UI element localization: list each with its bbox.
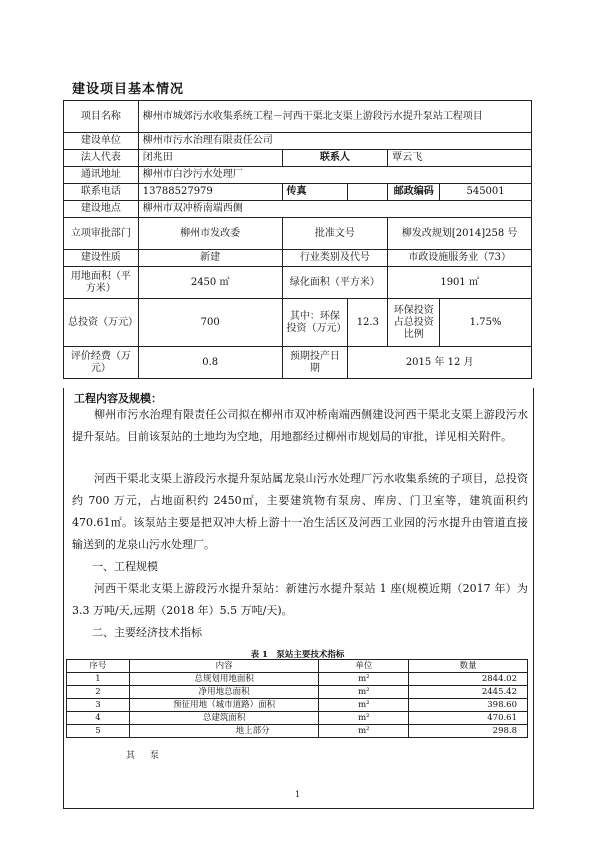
row-amount: 398.60 [409,699,528,712]
table-row [67,673,528,686]
env-invest-value: 12.3 [348,299,388,347]
address-value: 柳州市白沙污水处理厂 [138,167,531,184]
approve-dept-label: 立项审批部门 [64,218,139,250]
table-row [67,699,528,712]
row-content: 地上部分 [129,725,319,738]
scope-paragraph-3: 河西干渠北支渠上游段污水提升泵站：新建污水提升泵站 1 座(规模近期（2017 年）为 3.3 万吨/天,远期（2018 年）5.5 万吨/天)。 [72,582,528,617]
approve-dept-value: 柳州市发改委 [138,218,282,250]
green-value: 1901 ㎡ [388,267,532,299]
unit-value: 柳州市污水治理有限责任公司 [138,133,531,150]
row-content: 预征用地（城市道路）面积 [129,699,319,712]
eval-fee-label: 评价经费（万元） [64,347,139,379]
date-label: 预期投产日期 [282,347,348,379]
phone-value: 13788527979 [138,184,282,201]
row-unit: m² [319,686,409,699]
table-subgroup-label-a: 其 [126,751,136,761]
post-value: 545001 [440,184,532,201]
table-row [67,725,528,738]
post-label: 邮政编码 [388,184,440,201]
row-unit: m² [319,712,409,725]
env-ratio-value: 1.75% [440,299,532,347]
invest-label: 总投资（万元） [64,299,139,347]
phone-label: 联系电话 [64,184,139,201]
row-amount: 2844.02 [409,673,528,686]
industry-value: 市政设施服务业（73） [388,250,532,267]
row-content: 总规划用地面积 [129,673,319,686]
approve-no-label: 批准文号 [282,218,388,250]
row-index: 5 [67,725,130,738]
legal-value: 闭兆田 [138,150,282,167]
section-heading-scale: 一、工程规模 [92,560,158,573]
nature-value: 新建 [138,250,282,267]
site-label: 建设地点 [64,201,139,218]
col-header-amount: 数量 [409,660,528,673]
row-content: 总建筑面积 [129,712,319,725]
row-content: 净用地总面积 [129,686,319,699]
env-invest-label: 其中：环保投资（万元） [282,299,348,347]
industry-label: 行业类别及代号 [282,250,388,267]
date-value: 2015 年 12 月 [348,347,532,379]
eval-fee-value: 0.8 [138,347,282,379]
row-amount: 298.8 [409,725,528,738]
row-unit: m² [319,673,409,686]
area-label: 用地面积（平方米） [64,267,139,299]
basic-info-table [63,100,532,379]
row-index: 3 [67,699,130,712]
row-index: 2 [67,686,130,699]
fax-label: 传真 [282,184,348,201]
row-index: 1 [67,673,130,686]
legal-label: 法人代表 [64,150,139,167]
scope-title: 工程内容及规模： [74,392,162,405]
row-unit: m² [319,699,409,712]
col-header-content: 内容 [129,660,319,673]
scope-paragraph-1: 柳州市污水治理有限责任公司拟在柳州市双冲桥南端西侧建设河西干渠北支渠上游段污水提升泵站。目前该泵站的土地均为空地，用地都经过柳州市规划局的审批，详见相关附件。 [72,408,528,443]
page-title: 建设项目基本情况 [72,82,185,97]
nature-label: 建设性质 [64,250,139,267]
green-label: 绿化面积（平方米） [282,267,388,299]
invest-value: 700 [138,299,282,347]
approve-no-value: 柳发改规划[2014]258 号 [388,218,532,250]
tech-indicator-table [66,659,528,738]
scope-paragraph-2: 河西干渠北支渠上游段污水提升泵站属龙泉山污水处理厂污水收集系统的子项目，总投资约 700 万元，占地面积约 2450㎡，主要建筑物有泵房、库房、门卫室等，建筑面积约 470.61㎡。该泵站主要是把双冲大桥上游十一冶生活区及河西工业园的污水提升由管道直接输送到的龙泉山污水处理厂。 [72,472,528,551]
contact-value: 覃云飞 [388,150,532,167]
project-name-value: 柳州市城郊污水收集系统工程－河西干渠北支渠上游段污水提升泵站工程项目 [138,101,531,133]
row-index: 4 [67,712,130,725]
site-value: 柳州市双冲桥南端西侧 [138,201,531,218]
unit-label: 建设单位 [64,133,139,150]
address-label: 通讯地址 [64,167,139,184]
section-heading-indicators: 二、主要经济技术指标 [92,626,202,639]
area-value: 2450 ㎡ [138,267,282,299]
env-ratio-label: 环保投资占总投资比例 [388,299,440,347]
table-subgroup-label-b: 泵 [150,751,160,761]
row-unit: m² [319,725,409,738]
project-name-label: 项目名称 [64,101,139,133]
col-header-unit: 单位 [319,660,409,673]
page-number: 1 [294,790,301,799]
row-amount: 470.61 [409,712,528,725]
col-header-index: 序号 [67,660,130,673]
table-caption: 表 1 泵站主要技术指标 [250,650,345,660]
contact-label: 联系人 [282,150,388,167]
fax-value [348,184,388,201]
table-row [67,686,528,699]
row-amount: 2445.42 [409,686,528,699]
table-row [67,712,528,725]
